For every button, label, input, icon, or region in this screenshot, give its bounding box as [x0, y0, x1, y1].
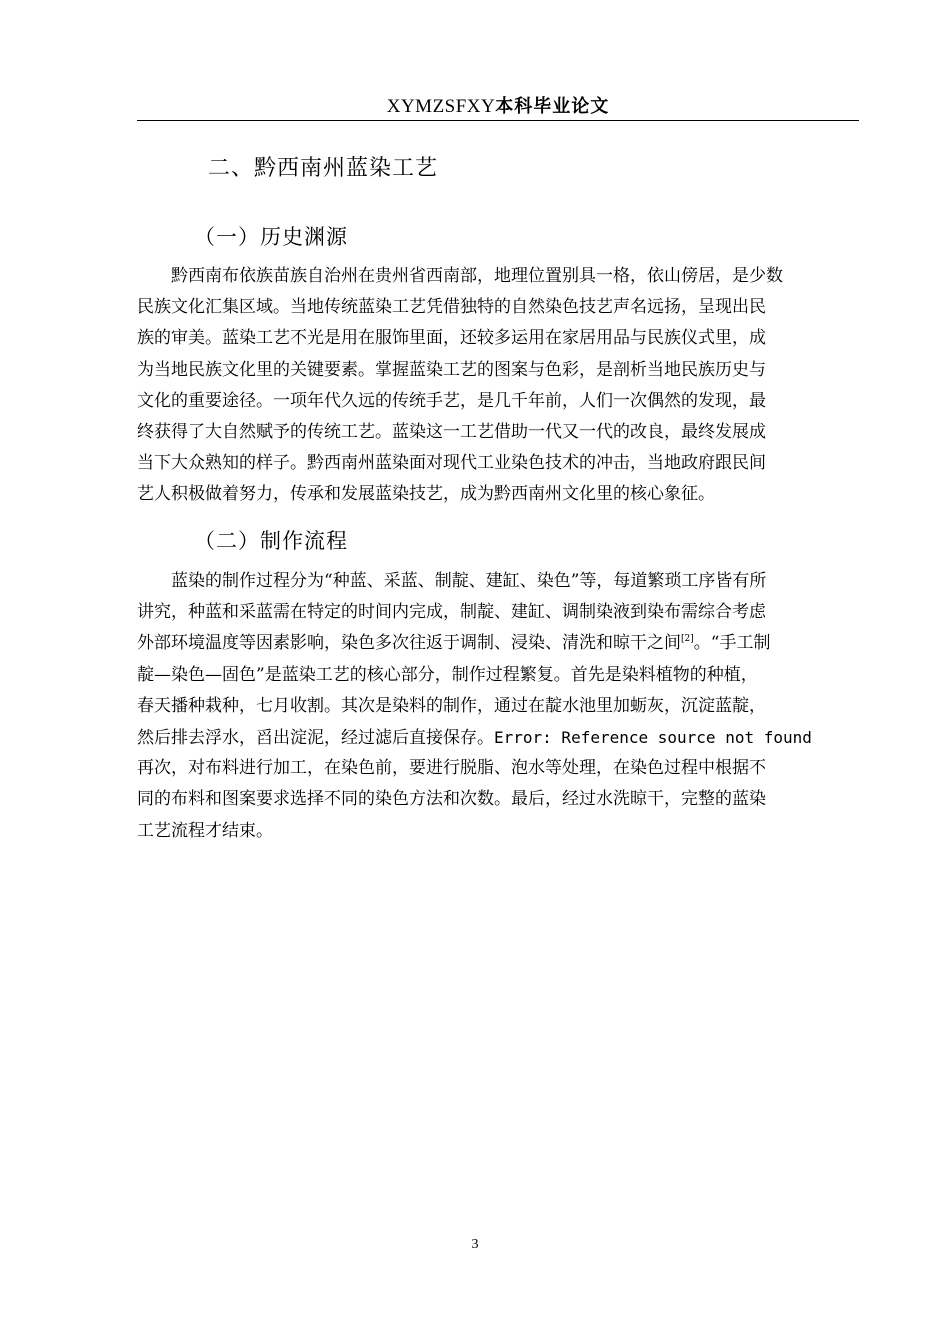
subsection-title-history: （一）历史渊源: [194, 225, 348, 249]
paragraph-process: [137, 566, 859, 847]
header-suffix: 本科毕业论文: [495, 96, 610, 117]
paragraph-history: [137, 261, 859, 511]
running-header: [137, 92, 859, 120]
paragraph-line-text: 然后排去浮水，舀出淀泥，经过滤后直接保存。: [137, 727, 494, 748]
paragraph-line: 族的审美。蓝染工艺不光是用在服饰里面，还较多运用在家居用品与民族仪式里，成: [137, 328, 766, 349]
paragraph-line: 春天播种栽种，七月收割。其次是染料的制作，通过在靛水池里加蛎灰，沉淀蓝靛，: [137, 695, 766, 716]
citation-marker[interactable]: [2]: [681, 634, 694, 645]
paragraph-line: 终获得了大自然赋予的传统工艺。蓝染这一工艺借助一代又一代的改良，最终发展成: [137, 421, 766, 442]
paragraph-line: 为当地民族文化里的关键要素。掌握蓝染工艺的图案与色彩，是剖析当地民族历史与: [137, 359, 766, 380]
section-title: 二、黔西南州蓝染工艺: [208, 156, 439, 181]
page-number: 3: [471, 1237, 479, 1252]
subsection-title-process: （二）制作流程: [194, 529, 348, 553]
paragraph-line: 当下大众熟知的样子。黔西南州蓝染面对现代工业染色技术的冲击，当地政府跟民间: [137, 453, 766, 474]
paragraph-line: [137, 722, 859, 753]
paragraph-line: 民族文化汇集区域。当地传统蓝染工艺凭借独特的自然染色技艺声名远扬，呈现出民: [137, 297, 766, 318]
paragraph-line: 蓝染的制作过程分为“种蓝、采蓝、制靛、建缸、染色”等，每道繁琐工序皆有所: [171, 571, 767, 591]
header-rule: [137, 120, 859, 121]
paragraph-line: 再次，对布料进行加工，在染色前，要进行脱脂、泡水等处理，在染色过程中根据不: [137, 758, 766, 779]
header-code: XYMZSFXY: [386, 96, 496, 117]
reference-error-text: Error: Reference source not found: [494, 727, 812, 747]
paragraph-line: 艺人积极做着努力，传承和发展蓝染技艺，成为黔西南州文化里的核心象征。: [137, 484, 715, 505]
paragraph-line: 同的布料和图案要求选择不同的染色方法和次数。最后，经过水洗晾干，完整的蓝染: [137, 789, 766, 810]
paragraph-line-text: 外部环境温度等因素影响，染色多次往返于调制、浸染、清洗和晾干之间: [137, 633, 681, 654]
paragraph-line-tail: 。“手工制: [693, 633, 771, 654]
paragraph-line: 文化的重要途径。一项年代久远的传统手艺，是几千年前，人们一次偶然的发现，最: [137, 390, 766, 411]
paragraph-line: [137, 628, 859, 659]
paragraph-line: 黔西南布依族苗族自治州在贵州省西南部，地理位置别具一格，依山傍居，是少数: [171, 266, 783, 286]
paragraph-line: 讲究，种蓝和采蓝需在特定的时间内完成，制靛、建缸、调制染液到染布需综合考虑: [137, 602, 766, 623]
paragraph-line: 工艺流程才结束。: [137, 820, 273, 841]
paragraph-line: 靛—染色—固色”是蓝染工艺的核心部分，制作过程繁复。首先是染料植物的种植，: [137, 664, 758, 685]
